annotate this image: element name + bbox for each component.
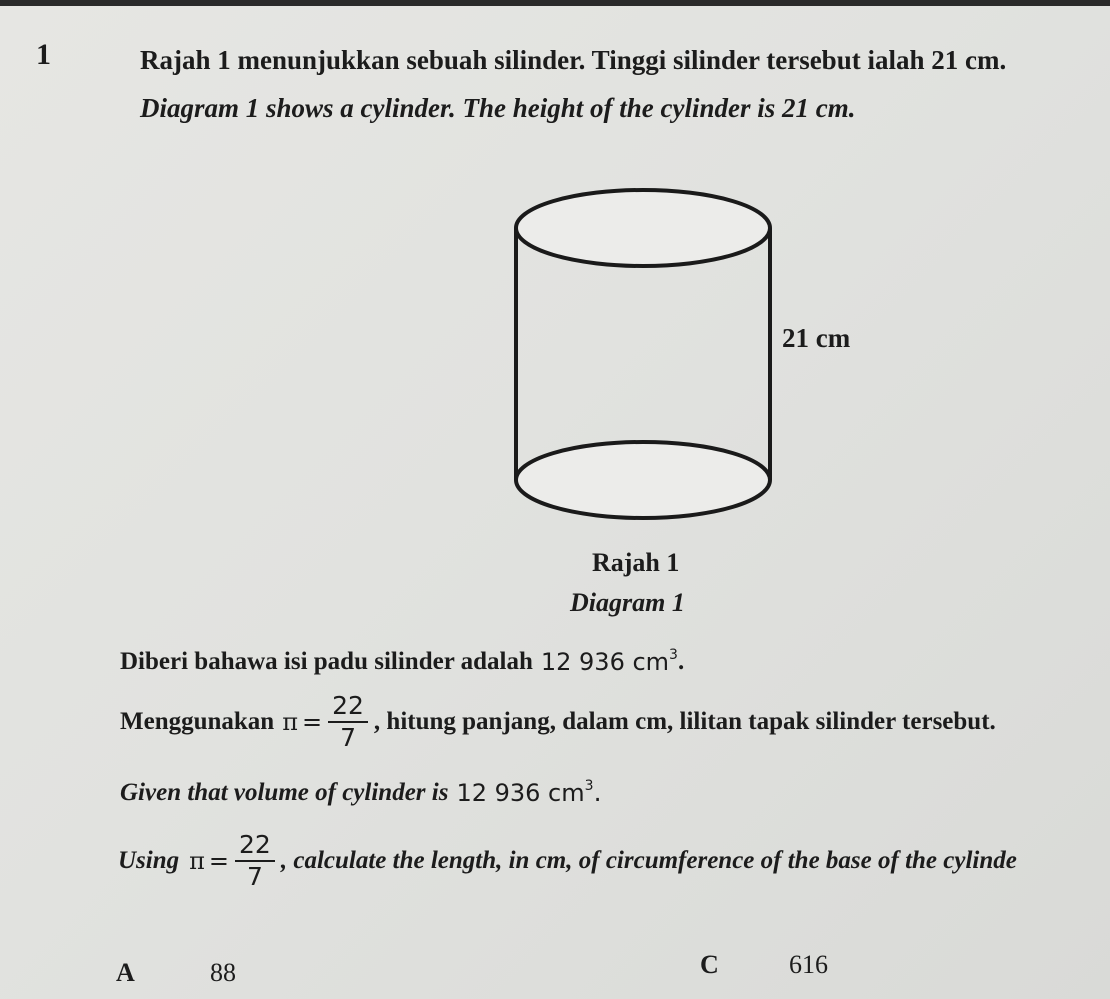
diagram-caption-english: Diagram 1 xyxy=(570,588,685,617)
pi-symbol: π xyxy=(282,708,298,737)
pi-denominator-english: 7 xyxy=(246,862,263,892)
given-volume-malay: Diberi bahawa isi padu silinder adalah 12 936 $cm^3$ . xyxy=(120,647,685,676)
pi-symbol-english: π xyxy=(189,847,205,876)
using-pi-malay xyxy=(120,693,996,752)
option-a-letter: A xyxy=(116,958,135,987)
cylinder-diagram xyxy=(505,170,785,535)
pi-numerator: 22 xyxy=(328,693,368,723)
question-intro-english: Diagram 1 shows a cylinder. The height of the cylinder is 21 cm. xyxy=(140,93,856,123)
equals-sign: = xyxy=(302,708,323,737)
pi-fraction xyxy=(328,693,368,752)
equals-sign-english: = xyxy=(208,847,230,876)
given-volume-english-text: Given that volume of cylinder is xyxy=(120,778,449,806)
question-intro-malay: Rajah 1 menunjukkan sebuah silinder. Tinggi silinder tersebut ialah 21 cm. xyxy=(140,45,1007,75)
option-c-letter: C xyxy=(700,950,719,979)
height-label: 21 cm xyxy=(782,323,851,353)
option-a-value: 88 xyxy=(210,958,236,987)
using-label-malay: Menggunakan xyxy=(120,708,275,736)
pi-fraction-english xyxy=(235,832,275,891)
top-edge xyxy=(0,0,1110,6)
question-number: 1 xyxy=(36,38,51,71)
volume-value-english: 12 936 $cm^3$ xyxy=(456,777,594,807)
pi-denominator: 7 xyxy=(340,723,356,753)
volume-value: 12 936 $cm^3$ xyxy=(540,647,678,676)
given-volume-english: Given that volume of cylinder is 12 936 $cm^3$ . xyxy=(120,777,602,807)
using-label-english: Using xyxy=(118,847,180,875)
cylinder-top-face xyxy=(516,190,770,266)
task-malay: , hitung panjang, dalam cm, lilitan tapak silinder tersebut. xyxy=(373,708,996,736)
using-pi-english xyxy=(118,832,1017,891)
option-c-value: 616 xyxy=(789,950,828,979)
diagram-caption-malay: Rajah 1 xyxy=(592,548,680,577)
pi-numerator-english: 22 xyxy=(235,832,275,862)
given-volume-malay-text: Diberi bahawa isi padu silinder adalah xyxy=(120,648,533,675)
task-english: , calculate the length, in cm, of circumference of the base of the cylinde xyxy=(280,847,1017,875)
cylinder-base-face xyxy=(516,442,770,518)
